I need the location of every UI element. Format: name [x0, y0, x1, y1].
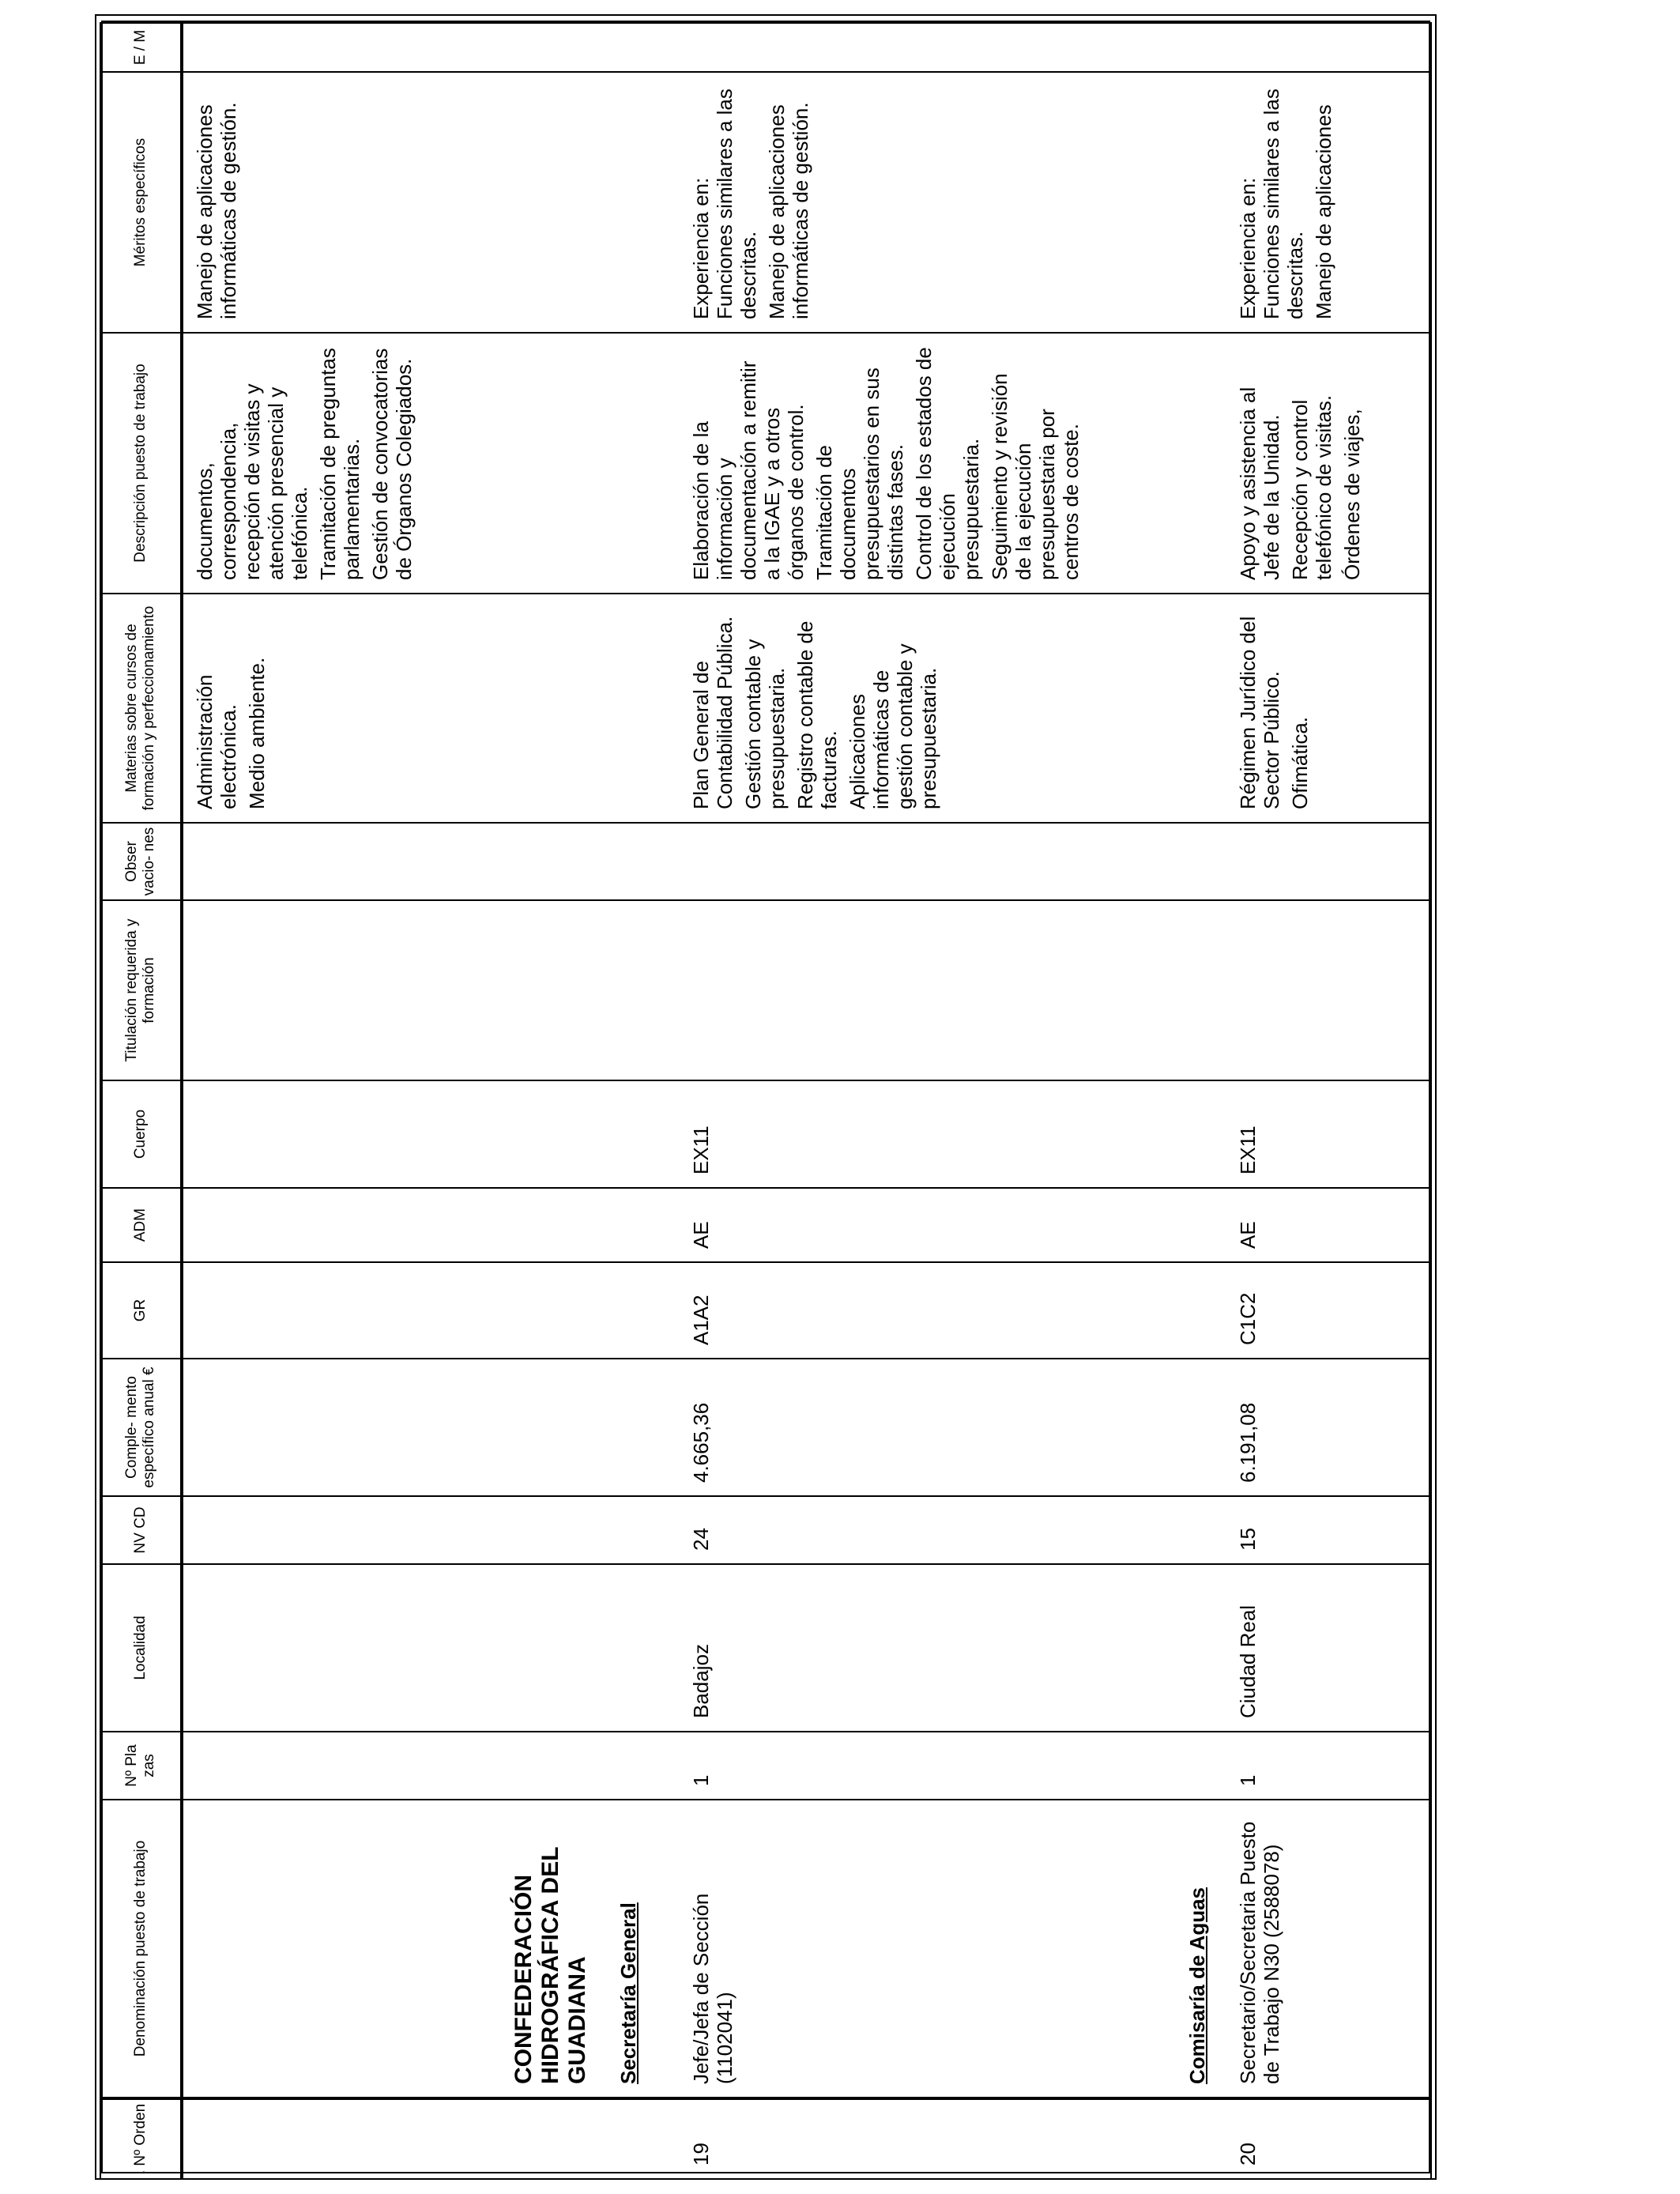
header-cuerpo: Cuerpo: [100, 1080, 182, 1188]
plazas-19: 1: [689, 1774, 713, 1786]
gr-19: A1A2: [689, 1295, 713, 1345]
gr-20: C1C2: [1236, 1292, 1260, 1345]
cell-complemento: [182, 1359, 1431, 1496]
header-adm: ADM: [100, 1188, 182, 1262]
descripcion-continued-item: documentos, correspondencia, recepción de visitas y atención presencial y telefónica.: [193, 383, 311, 580]
materias-continued: [193, 607, 273, 809]
subsection-secretaria-general: Secretaría General: [616, 1902, 640, 2084]
cell-adm: [182, 1188, 1431, 1262]
cell-em: [182, 23, 1431, 72]
cell-nvcd: [182, 1496, 1431, 1564]
descripcion-19: [689, 346, 1087, 580]
denominacion-19: Jefe/Jefa de Sección (1102041): [689, 1893, 736, 2084]
header-meritos: Méritos específicos: [100, 72, 182, 333]
denominacion-20: Secretario/Secretaria Puesto de Trabajo N30 (2588078): [1236, 1821, 1283, 2084]
materias-20: [1236, 607, 1317, 809]
job-positions-table: [100, 22, 1432, 2180]
descripcion-continued-item: Tramitación de preguntas parlamentarias.: [316, 348, 363, 580]
header-denominacion: Denominación puesto de trabajo: [100, 1800, 182, 2098]
materias-item: Plan General de Contabilidad Pública.: [689, 616, 736, 809]
meritos-continued-item: Manejo de aplicaciones informáticas de gestión.: [193, 102, 240, 319]
meritos-item: Manejo de aplicaciones informáticas de gestión.: [765, 102, 812, 319]
cuerpo-19: EX11: [689, 1125, 713, 1174]
header-orden: . Nº Orden: [100, 2098, 182, 2179]
materias-item: Registro contable de facturas.: [793, 620, 841, 809]
descripcion-item: Tramitación de documentos presupuestarios en sus distintas fases.: [812, 368, 907, 580]
descripcion-item: Órdenes de viajes,: [1340, 409, 1364, 580]
header-gr: GR: [100, 1262, 182, 1359]
header-titulacion: Titulación requerida y formación: [100, 900, 182, 1080]
descripcion-item: Elaboración de la información y documentación a remitir a la IGAE y a otros órganos de control.: [689, 360, 808, 580]
meritos-item: Manejo de aplicaciones: [1312, 104, 1335, 319]
materias-item: Gestión contable y presupuestaria.: [741, 639, 789, 809]
materias-19: [689, 607, 945, 809]
descripcion-item: Apoyo y asistencia al Jefe de la Unidad.: [1236, 386, 1283, 580]
descripcion-20: [1236, 346, 1369, 580]
materias-item: Ofimática.: [1288, 716, 1312, 809]
meritos-continued: [193, 85, 245, 319]
header-localidad: Localidad: [100, 1564, 182, 1732]
descripcion-continued: [193, 346, 420, 580]
meritos-19: [689, 85, 817, 319]
cell-gr: [182, 1262, 1431, 1359]
header-materias: Materias sobre cursos de formación y perfeccionamiento: [100, 594, 182, 823]
orden-20: 20: [1236, 2143, 1260, 2166]
materias-continued-item: Medio ambiente.: [245, 657, 269, 809]
table-body-row: [182, 23, 1431, 2179]
materias-item: Aplicaciones informáticas de gestión contable y presupuestaria.: [846, 643, 940, 809]
cell-localidad: [182, 1564, 1431, 1732]
complemento-19: 4.665,36: [689, 1402, 713, 1483]
header-descripcion: Descripción puesto de trabajo: [100, 333, 182, 594]
complemento-20: 6.191,08: [1236, 1402, 1260, 1483]
cell-orden: [182, 2098, 1431, 2179]
plazas-20: 1: [1236, 1774, 1260, 1786]
nvcd-20: 15: [1236, 1528, 1260, 1551]
rotated-table-container: [100, 24, 1432, 2180]
adm-19: AE: [689, 1221, 713, 1249]
descripcion-continued-item: Gestión de convocatorias de Órganos Colegiados.: [368, 348, 416, 580]
header-plazas: Nº Pla zas: [100, 1732, 182, 1800]
descripcion-item: Seguimiento y revisión de la ejecución presupuestaria por centros de coste.: [988, 373, 1083, 580]
cell-meritos: [182, 72, 1431, 333]
nvcd-19: 24: [689, 1528, 713, 1551]
cell-materias: [182, 594, 1431, 823]
localidad-19: Badajoz: [689, 1644, 713, 1718]
meritos-20: [1236, 85, 1340, 319]
materias-continued-item: Administración electrónica.: [193, 674, 240, 809]
section-title: CONFEDERACIÓN HIDROGRÁFICA DEL GUADIANA: [510, 1847, 590, 2084]
descripcion-item: Recepción y control telefónico de visitas.: [1288, 394, 1335, 580]
meritos-item: Experiencia en: Funciones similares a las descritas.: [1236, 89, 1307, 319]
header-row: [100, 23, 182, 2179]
cell-titulacion: [182, 900, 1431, 1080]
cuerpo-20: EX11: [1236, 1125, 1260, 1174]
adm-20: AE: [1236, 1221, 1260, 1249]
header-complemento: Comple- mento específico anual €: [100, 1359, 182, 1496]
cell-descripcion: [182, 333, 1431, 594]
header-observaciones: Obser vacio- nes: [100, 823, 182, 900]
header-em: E / M: [100, 23, 182, 72]
cell-cuerpo: [182, 1080, 1431, 1188]
materias-item: Régimen Jurídico del Sector Público.: [1236, 616, 1283, 809]
descripcion-item: Control de los estados de ejecución presupuestaria.: [912, 347, 983, 580]
orden-19: 19: [689, 2143, 713, 2166]
subsection-comisaria-de-aguas: Comisaría de Aguas: [1185, 1887, 1209, 2084]
meritos-item: Experiencia en: Funciones similares a las descritas.: [689, 89, 760, 319]
cell-observaciones: [182, 823, 1431, 900]
localidad-20: Ciudad Real: [1236, 1604, 1260, 1718]
header-nvcd: NV CD: [100, 1496, 182, 1564]
cell-denominacion: [182, 1800, 1431, 2098]
cell-plazas: [182, 1732, 1431, 1800]
